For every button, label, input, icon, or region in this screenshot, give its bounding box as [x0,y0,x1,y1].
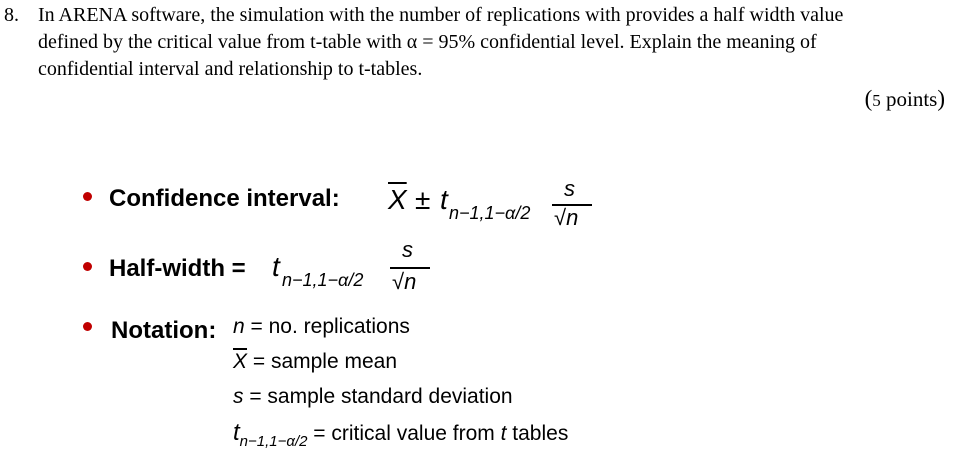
notation-s-line [233,385,513,409]
question-line-1: In ARENA software, the simulation with the number of replications with provides a half width value [38,4,844,26]
t-subscript: n−1,1−α/2 [449,203,531,223]
points-number: 5 [872,91,881,110]
confidence-interval-label: Confidence interval: [109,185,340,212]
t-subscript: n−1,1−α/2 [282,270,364,290]
points-label [865,86,945,112]
x-description: = sample mean [247,350,398,373]
fraction-numerator: s [564,176,575,201]
t-symbol: t [272,251,280,282]
fraction-numerator: s [402,237,413,262]
bullet-dot-icon [83,322,92,331]
question-line-2: defined by the critical value from t-table with α = 95% confidential level. Explain the meaning of [38,31,817,53]
t-description: = critical value from [307,422,501,445]
s-description: = sample standard deviation [243,385,513,408]
xbar-symbol: $\overline{X}$ [388,184,407,215]
fraction-denominator: √n [554,205,579,230]
points-close-paren: ) [937,86,945,111]
t-subscript: n−1,1−α/2 [239,433,308,450]
xbar-symbol: $\overline{X}$ [233,350,248,373]
t-symbol: t [233,419,240,446]
n-symbol: n [233,315,245,338]
question-line-3: confidential interval and relationship to t-tables. [38,58,423,80]
t-description-end: tables [506,422,569,445]
bullet-dot-icon [83,262,92,271]
points-word: points [880,87,938,111]
notation-label: Notation: [111,317,217,344]
half-width-label: Half-width = [109,255,246,282]
t-description-italic: t [500,422,507,445]
notation-t-line [233,419,569,450]
bullet-dot-icon [83,192,92,201]
notation-n-line [233,315,410,339]
notation-x-line [233,350,397,374]
t-symbol: t [440,184,448,215]
points-open-paren: ( [864,86,873,111]
plus-minus-symbol: ± [415,184,431,215]
n-description: = no. replications [244,315,410,338]
s-symbol: s [233,385,244,408]
fraction-denominator: √n [392,269,417,294]
question-number: 8. [4,4,19,26]
